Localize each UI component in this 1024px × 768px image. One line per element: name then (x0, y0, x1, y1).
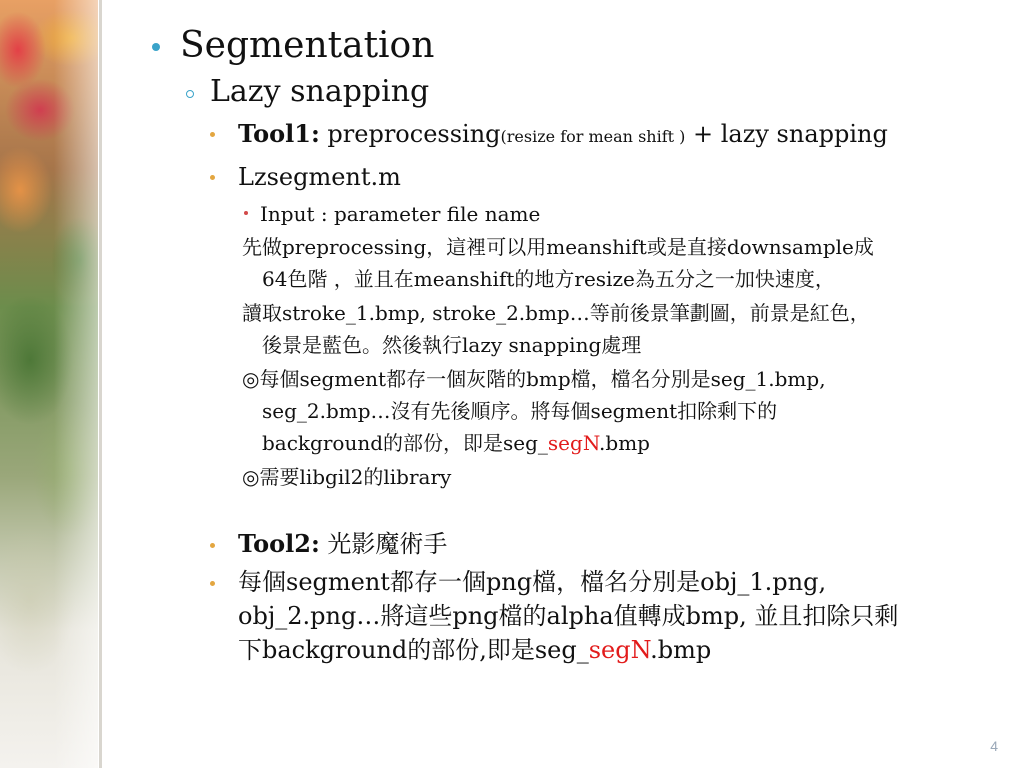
slide-title: Segmentation (180, 25, 435, 66)
paragraph-strokes (152, 297, 997, 361)
para1-line1: 先做preprocessing，這裡可以用meanshift或是直接downsample成 (242, 235, 874, 259)
tool1-text2: + lazy snapping (685, 120, 888, 148)
bullet-dot-icon (210, 132, 215, 137)
bullet-dot-icon (210, 175, 215, 180)
last-line1: 每個segment都存一個png檔，檔名分別是obj_1.png, (238, 568, 827, 596)
bullet-level1 (152, 22, 997, 70)
bullet-dot-icon (210, 581, 215, 586)
last-line3-pre: 下background的部份,即是seg_ (238, 636, 589, 664)
tool1-text: preprocessing (319, 120, 501, 148)
divider-line (99, 0, 102, 768)
paragraph-preprocessing (152, 231, 997, 295)
level2-text: Lazy snapping (210, 74, 430, 109)
bullet-dot-icon (244, 211, 248, 215)
tool1-label: Tool1: (238, 119, 320, 148)
para4-text: ◎需要libgil2的library (242, 465, 452, 489)
para3-line3-post: .bmp (599, 431, 650, 455)
bullet-tool2 (152, 527, 997, 561)
bullet-tool1 (152, 116, 997, 155)
para2-line2: 後景是藍色。然後執行lazy snapping處理 (262, 333, 642, 357)
para2-line1: 讀取stroke_1.bmp, stroke_2.bmp…等前後景筆劃圖，前景是紅色， (242, 301, 870, 325)
decorative-photo-strip (0, 0, 98, 768)
para3-segN-highlight: segN (547, 431, 600, 455)
tool2-text: 光影魔術手 (319, 530, 448, 558)
tool1-small: (resize for mean shift ) (500, 127, 686, 146)
bullet-lzsegment (152, 159, 997, 195)
last-line2: obj_2.png…將這些png檔的alpha值轉成bmp, 並且扣除只剩 (238, 602, 899, 630)
para3-line1: ◎每個segment都存一個灰階的bmp檔，檔名分別是seg_1.bmp, (242, 367, 826, 391)
last-segN-highlight: segN (588, 636, 651, 664)
page-number: 4 (990, 738, 998, 754)
last-line3-post: .bmp (650, 636, 712, 664)
para3-line2: seg_2.bmp…沒有先後順序。將每個segment扣除剩下的 (262, 399, 778, 423)
bullet-level2 (152, 72, 997, 112)
para1-line2: 64色階 ，並且在meanshift的地方resize為五分之一加快速度， (262, 267, 835, 291)
last-line3 (238, 636, 711, 664)
bullet-dot-icon (210, 543, 215, 548)
bullet-dot-icon (152, 43, 160, 51)
para3-line3-pre: background的部份，即是seg_ (262, 431, 548, 455)
bullet-png-export (152, 565, 997, 667)
slide-content (152, 22, 997, 667)
paragraph-library (152, 461, 997, 493)
paragraph-segments (152, 363, 997, 459)
lzsegment-text: Lzsegment.m (238, 163, 401, 191)
tool2-label: Tool2: (238, 529, 320, 558)
para3-line3 (242, 427, 997, 459)
bullet-ring-icon (186, 90, 194, 98)
input-text: Input : parameter file name (260, 202, 541, 226)
bullet-input (152, 199, 997, 229)
